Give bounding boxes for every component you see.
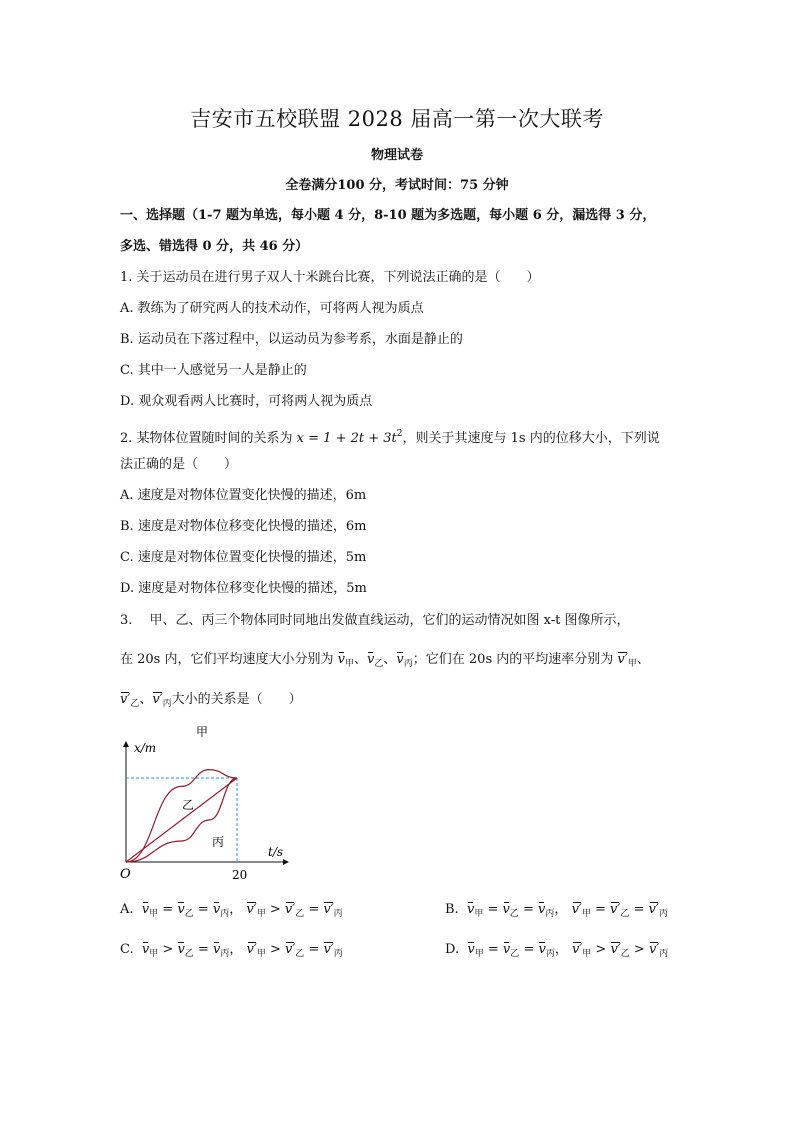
- v-jia-symbol: v: [337, 652, 345, 667]
- q3-stem-line2: [120, 650, 680, 673]
- sep: 、: [383, 652, 397, 667]
- q3-option-b: B. $v_甲 = v_乙 = v_丙$， $v'_甲 = v'_乙 = v'_丙$: [445, 902, 668, 919]
- origin-label: O: [120, 867, 131, 882]
- section-heading-line1: 一、选择题（1-7 题为单选，每小题 4 分，8-10 题为多选题，每小题 6 分，漏选得 3 分，: [120, 208, 656, 223]
- series-label-bing: 丙: [212, 835, 225, 849]
- q2-option-c: C. 速度是对物体位置变化快慢的描述，5m: [120, 550, 367, 565]
- q1-option-c: C. 其中一人感觉另一人是静止的: [120, 363, 307, 378]
- x-axis-label: t/s: [268, 845, 284, 859]
- sub-bing: 丙: [403, 659, 413, 669]
- vp-yi-symbol: v′: [120, 692, 131, 707]
- exam-title: 吉安市五校联盟 2028 届高一第一次大联考: [190, 107, 604, 131]
- q2-stem-line1: [120, 425, 680, 448]
- y-axis-label: x/m: [134, 741, 157, 755]
- q3-option-d: D. $v_甲 = v_乙 = v_丙$， $v'_甲 > v'_乙 > v'_丙$: [445, 942, 669, 959]
- q2-formula: x = 1 + 2t + 3t: [296, 431, 397, 446]
- sub-yi: 乙: [130, 699, 140, 709]
- exam-subject: 物理试卷: [370, 148, 423, 163]
- q2-stem-prefix: 2. 某物体位置随时间的关系为: [120, 431, 297, 446]
- series-label-yi: 乙: [182, 798, 195, 812]
- sub-jia: 甲: [627, 659, 637, 669]
- sep: 、: [139, 692, 153, 707]
- sep: 、: [636, 652, 650, 667]
- section-heading-line2: 多选、错选得 0 分，共 46 分）: [120, 239, 309, 254]
- q3-line2-suffix: ；它们在 20s 内的平均速率分别为: [412, 652, 618, 667]
- q3-line2-prefix: 在 20s 内，它们平均速度大小分别为: [120, 652, 338, 667]
- q3-stem-line1: 3. 甲、乙、丙三个物体同时同地出发做直线运动，它们的运动情况如图 x-t 图像所示，: [120, 613, 630, 628]
- series-label-jia: 甲: [196, 725, 209, 739]
- series-curve-1: [126, 778, 237, 862]
- q1-stem: 1. 关于运动员在进行男子双人十米跳台比赛，下列说法正确的是（ ）: [120, 270, 540, 285]
- sep: 、: [354, 652, 368, 667]
- xt-chart: [110, 722, 300, 887]
- q2-formula-exp: 2: [396, 429, 403, 439]
- vp-jia-symbol: v′: [617, 652, 628, 667]
- x-tick-label-20: 20: [232, 868, 248, 882]
- q3-line3-suffix: 大小的关系是（ ）: [171, 692, 302, 707]
- q2-stem-line2: 法正确的是（ ）: [120, 457, 238, 472]
- vp-bing-symbol: v′: [152, 692, 163, 707]
- q1-option-d: D. 观众观看两人比赛时，可将两人视为质点: [120, 394, 373, 409]
- q2-stem-suffix: ，则关于其速度与 1s 内的位移大小，下列说: [402, 431, 660, 446]
- q2-option-d: D. 速度是对物体位移变化快慢的描述，5m: [120, 581, 367, 596]
- q3-option-c: C. $v_甲 > v_乙 = v_丙$， $v'_甲 > v'_乙 = v'_丙$: [120, 942, 343, 959]
- sub-yi: 乙: [374, 659, 384, 669]
- q2-option-a: A. 速度是对物体位置变化快慢的描述，6m: [120, 488, 367, 503]
- sub-jia: 甲: [344, 659, 354, 669]
- q1-option-a: A. 教练为了研究两人的技术动作，可将两人视为质点: [120, 301, 424, 316]
- exam-meta: 全卷满分100 分，考试时间：75 分钟: [285, 178, 509, 193]
- q3-stem-line3: [120, 690, 680, 713]
- q3-option-a: A. $v_甲 = v_乙 = v_丙$， $v'_甲 > v'_乙 = v'_丙$: [120, 902, 343, 919]
- q1-option-b: B. 运动员在下落过程中，以运动员为参考系，水面是静止的: [120, 332, 463, 347]
- q2-option-b: B. 速度是对物体位移变化快慢的描述，6m: [120, 519, 367, 534]
- sub-bing: 丙: [162, 699, 172, 709]
- v-yi-symbol: v: [367, 652, 375, 667]
- v-bing-symbol: v: [396, 652, 404, 667]
